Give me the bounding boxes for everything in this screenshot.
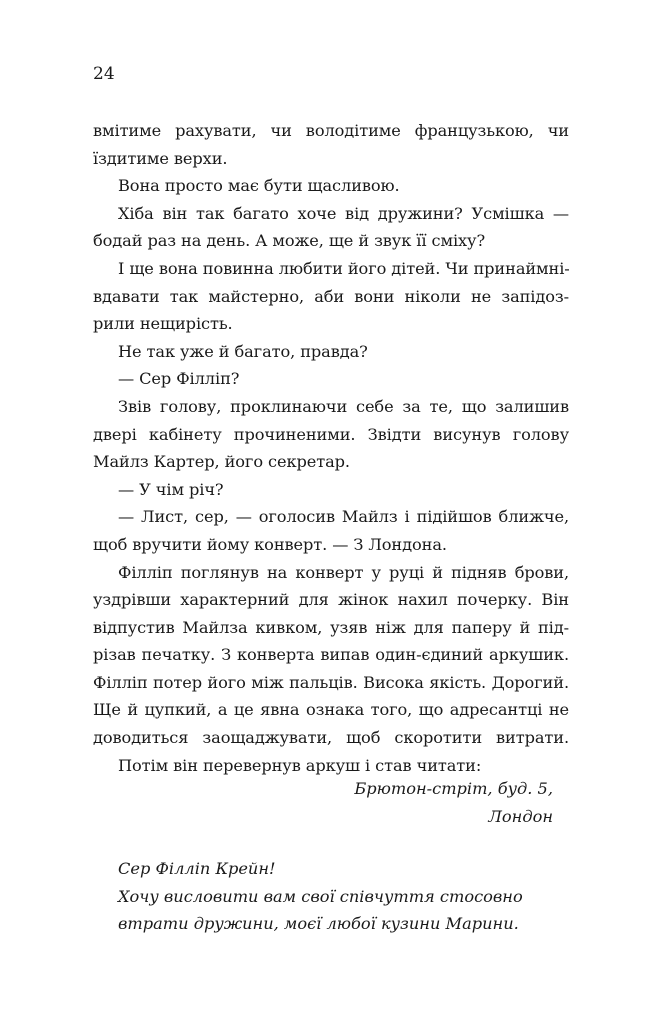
text-line: Вона просто має бути щасливою.: [118, 176, 400, 196]
text-line: Звів голову, проклинаючи себе за те, що залишив: [118, 396, 569, 416]
text-line: — У чім річ?: [118, 479, 224, 499]
text-line: їздитиме верхи.: [93, 148, 228, 168]
text-line: Майлз Картер, його секретар.: [93, 452, 350, 472]
letter-body: [118, 855, 554, 938]
text-line: Філліп поглянув на конверт у руці й підняв брови,: [118, 562, 569, 582]
text-line: різав печатку. З конверта випав один-єдиний аркушик.: [93, 645, 569, 665]
text-line: — Сер Філліп?: [118, 369, 240, 389]
text-line: відпустив Майлза кивком, узяв ніж для паперу й під-: [93, 617, 569, 637]
text-line: щоб вручити йому конверт. — З Лондона.: [93, 534, 447, 554]
letter-greeting: Сер Філліп Крейн!: [118, 859, 276, 878]
text-line: уздрівши характерний для жінок нахил почерку. Він: [93, 590, 569, 610]
letter-address: [93, 775, 553, 830]
body-text: [93, 117, 569, 779]
text-line: рили нещирість.: [93, 314, 233, 334]
letter-line: втрати дружини, моєї любої кузини Марини.: [118, 914, 519, 934]
text-line: Хіба він так багато хоче від дружини? Усмішка —: [118, 203, 569, 223]
address-street: Брютон-стріт, буд. 5,: [354, 779, 553, 798]
text-line: бодай раз на день. А може, ще й звук її сміху?: [93, 231, 486, 251]
text-line: І ще вона повинна любити його дітей. Чи принаймні-: [118, 258, 570, 278]
text-line: доводиться заощаджувати, щоб скоротити витрати.: [93, 728, 569, 748]
text-line: вдавати так майстерно, аби вони ніколи не запідоз-: [93, 286, 569, 306]
text-line: — Лист, сер, — оголосив Майлз і підійшов ближче,: [118, 507, 569, 527]
text-line: Ще й цупкий, а це явна ознака того, що адресантці не: [93, 700, 569, 720]
text-line: двері кабінету прочиненими. Звідти висунув голову: [93, 424, 569, 444]
text-line: Філліп потер його між пальців. Висока якість. Дорогий.: [93, 672, 569, 692]
page-number: 24: [93, 64, 115, 84]
address-city: Лондон: [488, 806, 553, 826]
letter-line: Хочу висловити вам свої співчуття стосовно: [118, 886, 523, 906]
text-line: Не так уже й багато, правда?: [118, 341, 368, 361]
text-line: Потім він перевернув аркуш і став читати:: [118, 755, 482, 775]
text-line: вмітиме рахувати, чи володітиме французькою, чи: [93, 121, 569, 140]
